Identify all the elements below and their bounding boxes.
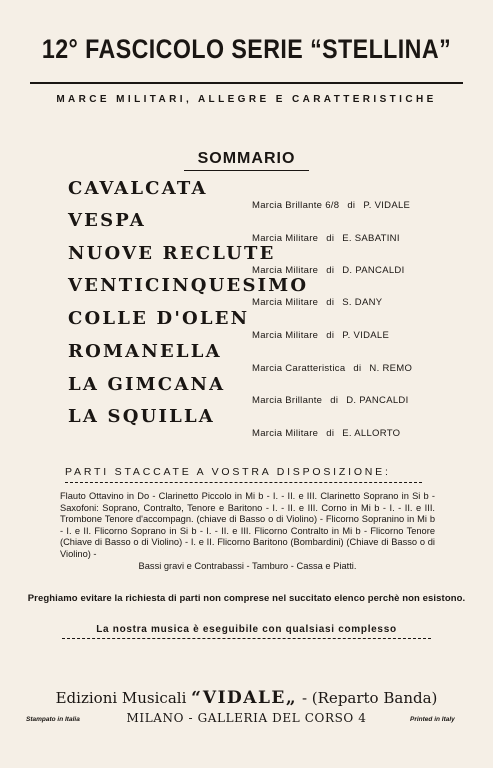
- toc-item-type: Marcia Militare: [252, 428, 319, 439]
- toc-item-di: di: [326, 428, 335, 439]
- page-subtitle: MARCE MILITARI, ALLEGRE E CARATTERISTICHE: [56, 94, 437, 105]
- toc-item-type: Marcia Brillante 6/8: [252, 200, 340, 211]
- ensemble-notice-underline: [62, 638, 431, 639]
- parts-list-last-line: Bassi gravi e Contrabassi - Tamburo - Cassa e Piatti.: [138, 560, 357, 571]
- page-title: 12° FASCICOLO SERIE “STELLINA”: [41, 34, 452, 64]
- parts-list-body: Flauto Ottavino in Do - Clarinetto Piccolo in Mi b - I. - II. e III. Clarinetto Soprano in Si b - Saxofoni: Soprano, Contralto, Tenore e Baritono - I. - II. e III. Corno in Mi b - I. - II. e III. Trombone Tenore d'accompagn. (chiave di Basso o di Violino) - Flicorno Sopranino in Mi b - I. e II. Flicorno Soprano in Si b - I. - II. e III. Flicorno Contralto in Mi b - Flicorno Tenore (Chiave di Basso o di Violino) - I. e II. Flicorno Baritono (Bombardini) (Chiave di Basso o di Violino) -: [60, 491, 435, 559]
- toc-item-details: [252, 200, 410, 211]
- toc-item-di: di: [353, 363, 362, 374]
- toc-item-title: VESPA: [68, 210, 146, 231]
- publisher-name: “VIDALE„: [191, 688, 298, 708]
- toc-item-di: di: [347, 200, 356, 211]
- toc-item-type: Marcia Militare: [252, 330, 319, 341]
- toc-item-di: di: [330, 395, 339, 406]
- toc-item-composer: S. DANY: [342, 297, 383, 308]
- toc-item-details: [252, 428, 400, 439]
- publisher-address: MILANO - GALLERIA DEL CORSO 4: [126, 711, 367, 725]
- toc-item-composer: P. VIDALE: [342, 330, 390, 341]
- publisher-prefix: Edizioni Musicali: [55, 689, 187, 707]
- toc-item-title: COLLE D'OLEN: [68, 308, 250, 329]
- toc-item-composer: E. SABATINI: [342, 233, 400, 244]
- toc-item-di: di: [326, 297, 335, 308]
- toc-item-di: di: [326, 265, 335, 276]
- toc-item-details: [252, 363, 412, 374]
- warning-notice: Preghiamo evitare la richiesta di parti non comprese nel succitato elenco perchè non esistono.: [27, 593, 466, 604]
- toc-item-details: [252, 395, 409, 406]
- toc-item-composer: D. PANCALDI: [346, 395, 409, 406]
- toc-item-composer: D. PANCALDI: [342, 265, 405, 276]
- parts-list: [60, 491, 435, 572]
- ensemble-notice: La nostra musica è eseguibile con qualsiasi complesso: [96, 624, 397, 635]
- toc-item-title: NUOVE RECLUTE: [68, 243, 276, 264]
- toc-item-title: CAVALCATA: [68, 178, 208, 199]
- toc-item-type: Marcia Brillante: [252, 395, 323, 406]
- toc-heading-underline: [184, 170, 309, 171]
- toc-item-title: LA GIMCANA: [68, 374, 226, 395]
- toc-heading: SOMMARIO: [197, 150, 296, 167]
- toc-item-type: Marcia Militare: [252, 233, 319, 244]
- toc-item-di: di: [326, 330, 335, 341]
- toc-item-type: Marcia Militare: [252, 297, 319, 308]
- toc-item-composer: P. VIDALE: [363, 200, 411, 211]
- toc-item-details: [252, 330, 389, 341]
- parts-heading-underline: [65, 482, 422, 483]
- toc-item-composer: N. REMO: [369, 363, 413, 374]
- toc-item-di: di: [326, 233, 335, 244]
- toc-item-details: [252, 297, 382, 308]
- printed-in-italy-en: Printed in Italy: [410, 716, 455, 723]
- title-divider: [30, 82, 463, 84]
- publisher-line: [0, 688, 493, 708]
- printed-in-italy-it: Stampato in Italia: [26, 716, 80, 723]
- toc-item-title: LA SQUILLA: [68, 406, 215, 427]
- toc-item-composer: E. ALLORTO: [342, 428, 401, 439]
- publisher-suffix: - (Reparto Banda): [301, 689, 438, 707]
- toc-item-type: Marcia Militare: [252, 265, 319, 276]
- toc-item-title: VENTICINQUESIMO: [68, 275, 309, 296]
- toc-item-title: ROMANELLA: [68, 341, 222, 362]
- toc-item-type: Marcia Caratteristica: [252, 363, 346, 374]
- parts-heading: PARTI STACCATE A VOSTRA DISPOSIZIONE:: [65, 466, 391, 478]
